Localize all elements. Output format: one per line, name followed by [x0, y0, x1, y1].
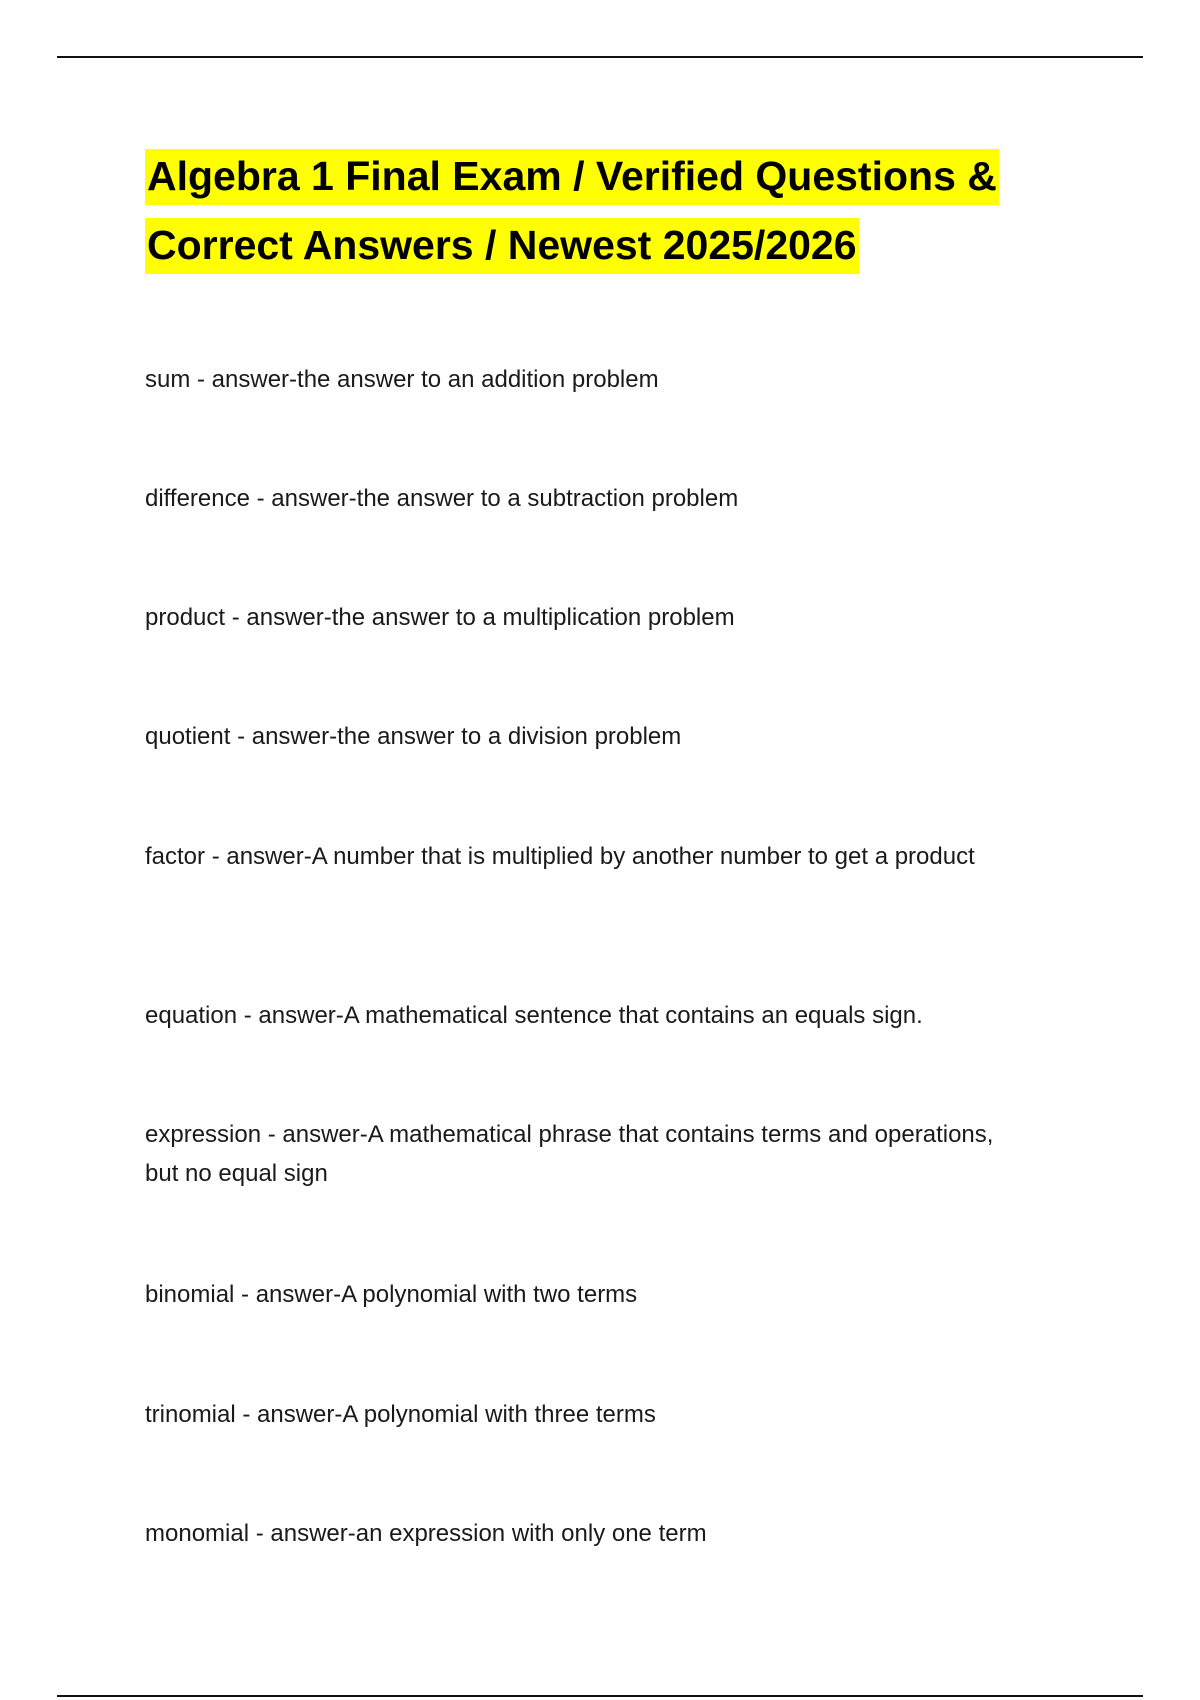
- entry-equation: equation - answer-A mathematical sentence that contains an equals sign.: [145, 1002, 923, 1029]
- entry-monomial: monomial - answer-an expression with only one term: [145, 1520, 707, 1547]
- entry-factor: factor - answer-A number that is multiplied by another number to get a product: [145, 843, 975, 870]
- footer-rule: [57, 1695, 1143, 1697]
- entry-expression: expression - answer-A mathematical phrase that contains terms and operations, but no equal sign: [145, 1121, 994, 1187]
- entry-trinomial: trinomial - answer-A polynomial with three terms: [145, 1401, 656, 1428]
- document-title: [145, 142, 1065, 280]
- entry-product: product - answer-the answer to a multiplication problem: [145, 604, 735, 631]
- entry-binomial: binomial - answer-A polynomial with two terms: [145, 1281, 638, 1308]
- header-rule: [57, 56, 1143, 58]
- entry-difference: difference - answer-the answer to a subtraction problem: [145, 485, 739, 512]
- entry-quotient: quotient - answer-the answer to a division problem: [145, 723, 682, 750]
- entry-sum: sum - answer-the answer to an addition problem: [145, 366, 659, 393]
- title-highlight: Algebra 1 Final Exam / Verified Questions & Correct Answers / Newest 2025/2026: [145, 149, 999, 274]
